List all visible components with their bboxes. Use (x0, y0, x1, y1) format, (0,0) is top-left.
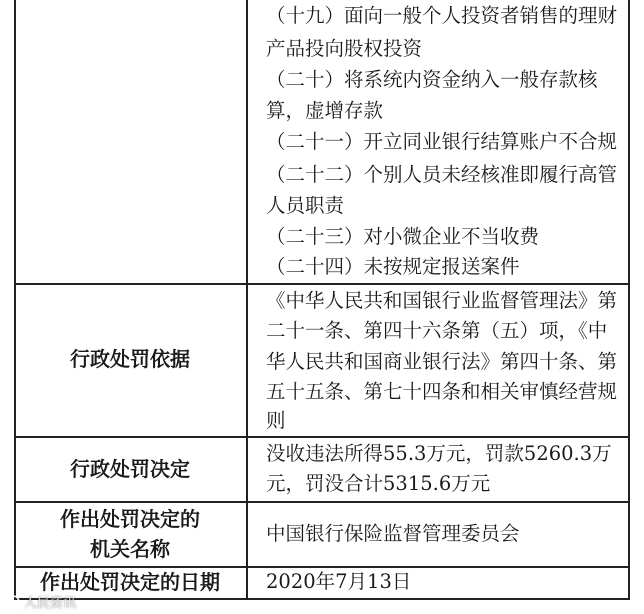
authority-value: 中国银行保险监督管理委员会 (266, 522, 520, 545)
date-value: 2020年7月13日 (266, 570, 412, 593)
violation-line: 算，虚增存款 (266, 99, 384, 122)
violation-line: 产品投向股权投资 (266, 37, 423, 60)
basis-label: 行政处罚依据 (70, 347, 190, 371)
watermark-logo-icon (6, 595, 20, 609)
violation-line: （二十三）对小微企业不当收费 (266, 225, 540, 248)
authority-label: 机关名称 (90, 537, 170, 561)
violation-line: （二十二）个别人员未经核准即履行高管 (266, 163, 618, 186)
violation-line: 人员职责 (266, 194, 345, 217)
table-right-border (628, 0, 630, 600)
decision-line: 没收违法所得55.3万元，罚款5260.3万 (266, 442, 612, 465)
basis-line: 则 (266, 409, 286, 432)
row-divider (14, 436, 630, 438)
basis-line: 二十一条、第四十六条第（五）项，《中 (266, 319, 608, 342)
basis-line: 《中华人民共和国银行业监督管理法》第 (266, 289, 618, 312)
basis-line: 华人民共和国商业银行法》第四十条、第 (266, 350, 618, 373)
basis-line: 五十五条、第七十四条和相关审慎经营规 (266, 380, 618, 403)
decision-label: 行政处罚决定 (70, 457, 190, 481)
table-column-divider (246, 0, 248, 600)
decision-line: 元，罚没合计5315.6万元 (266, 472, 491, 495)
violation-line: （二十）将系统内资金纳入一般存款核 (266, 68, 598, 91)
watermark (6, 592, 76, 611)
date-label: 作出处罚决定的日期 (40, 570, 220, 594)
violation-line: （二十一）开立同业银行结算账户不合规 (266, 130, 618, 153)
watermark-text: 人民资讯 (24, 596, 77, 611)
row-divider (14, 283, 630, 285)
authority-label: 作出处罚决定的 (60, 507, 200, 531)
violation-line: （十九）面向一般个人投资者销售的理财 (266, 4, 618, 27)
violation-line: （二十四）未按规定报送案件 (266, 255, 520, 278)
